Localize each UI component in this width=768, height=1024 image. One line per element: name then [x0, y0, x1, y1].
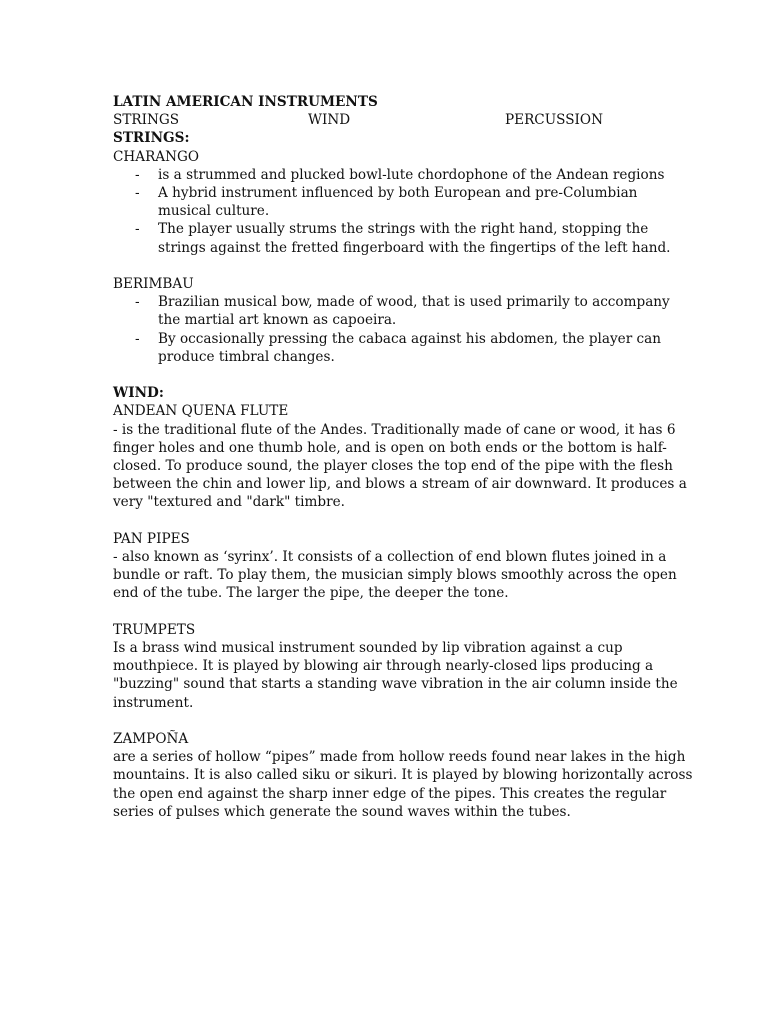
list-item: - Brazilian musical bow, made of wood, that is used primarily to accompany the martial art known as capoeira. [113, 293, 673, 329]
instrument-name-trumpets: TRUMPETS [113, 621, 196, 638]
instrument-name-quena: ANDEAN QUENA FLUTE [113, 403, 289, 420]
text-line: instrument. [113, 694, 194, 711]
instrument-name-zampona: ZAMPOÑA [113, 731, 189, 748]
section-heading-wind: WIND: [113, 385, 164, 402]
instrument-name-charango: CHARANGO [113, 148, 200, 165]
text-line: bundle or raft. To play them, the musician simply blows smoothly across the open [113, 567, 677, 584]
list-item: - By occasionally pressing the cabaca against his abdomen, the player can produce timbral changes. [113, 330, 673, 366]
list-item: - The player usually strums the strings with the right hand, stopping the strings against the fretted fingerboard with the fingertips of the left hand. [113, 220, 673, 256]
column-percussion: PERCUSSION [505, 112, 603, 129]
section-heading-strings: STRINGS: [113, 130, 190, 147]
quena-description [113, 421, 687, 512]
instrument-name-panpipes: PAN PIPES [113, 530, 190, 547]
category-columns [113, 111, 673, 129]
text-line: series of pulses which generate the sound waves within the tubes. [113, 803, 571, 820]
text-line: are a series of hollow “pipes” made from hollow reeds found near lakes in the high [113, 749, 686, 766]
text-line: mouthpiece. It is played by blowing air through nearly-closed lips producing a [113, 658, 654, 675]
list-item: - A hybrid instrument influenced by both European and pre-Columbian musical culture. [113, 184, 673, 220]
zampona-description [113, 748, 693, 821]
spacer [113, 257, 673, 275]
berimbau-bullet-list [113, 293, 673, 366]
list-item: - is a strummed and plucked bowl-lute chordophone of the Andean regions [113, 166, 673, 184]
charango-bullet-list [113, 166, 673, 257]
text-line: finger holes and one thumb hole, and is open on both ends or the bottom is half- [113, 439, 667, 456]
text-line: - is the traditional flute of the Andes. Traditionally made of cane or wood, it has 6 [113, 421, 676, 438]
trumpets-description [113, 639, 678, 712]
spacer [113, 366, 673, 384]
spacer [113, 603, 673, 621]
text-line: between the chin and lower lip, and blows a stream of air downward. It produces a [113, 476, 687, 493]
text-line: end of the tube. The larger the pipe, the deeper the tone. [113, 585, 509, 602]
text-line: Is a brass wind musical instrument sounded by lip vibration against a cup [113, 640, 623, 657]
spacer [113, 712, 673, 730]
text-line: the open end against the sharp inner edge of the pipes. This creates the regular [113, 785, 667, 802]
column-wind: WIND [308, 112, 351, 129]
instrument-name-berimbau: BERIMBAU [113, 276, 194, 292]
document-page [113, 93, 693, 821]
text-line: "buzzing" sound that starts a standing wave vibration in the air column inside the [113, 676, 678, 693]
text-line: - also known as ‘syrinx’. It consists of a collection of end blown flutes joined in a [113, 549, 667, 566]
text-line: very "textured and "dark" timbre. [113, 494, 345, 511]
text-line: mountains. It is also called siku or sikuri. It is played by blowing horizontally across [113, 767, 693, 784]
column-strings: STRINGS [113, 112, 180, 129]
text-line: closed. To produce sound, the player closes the top end of the pipe with the flesh [113, 458, 673, 475]
document-title: LATIN AMERICAN INSTRUMENTS [113, 94, 378, 110]
spacer [113, 512, 673, 530]
panpipes-description [113, 548, 677, 603]
